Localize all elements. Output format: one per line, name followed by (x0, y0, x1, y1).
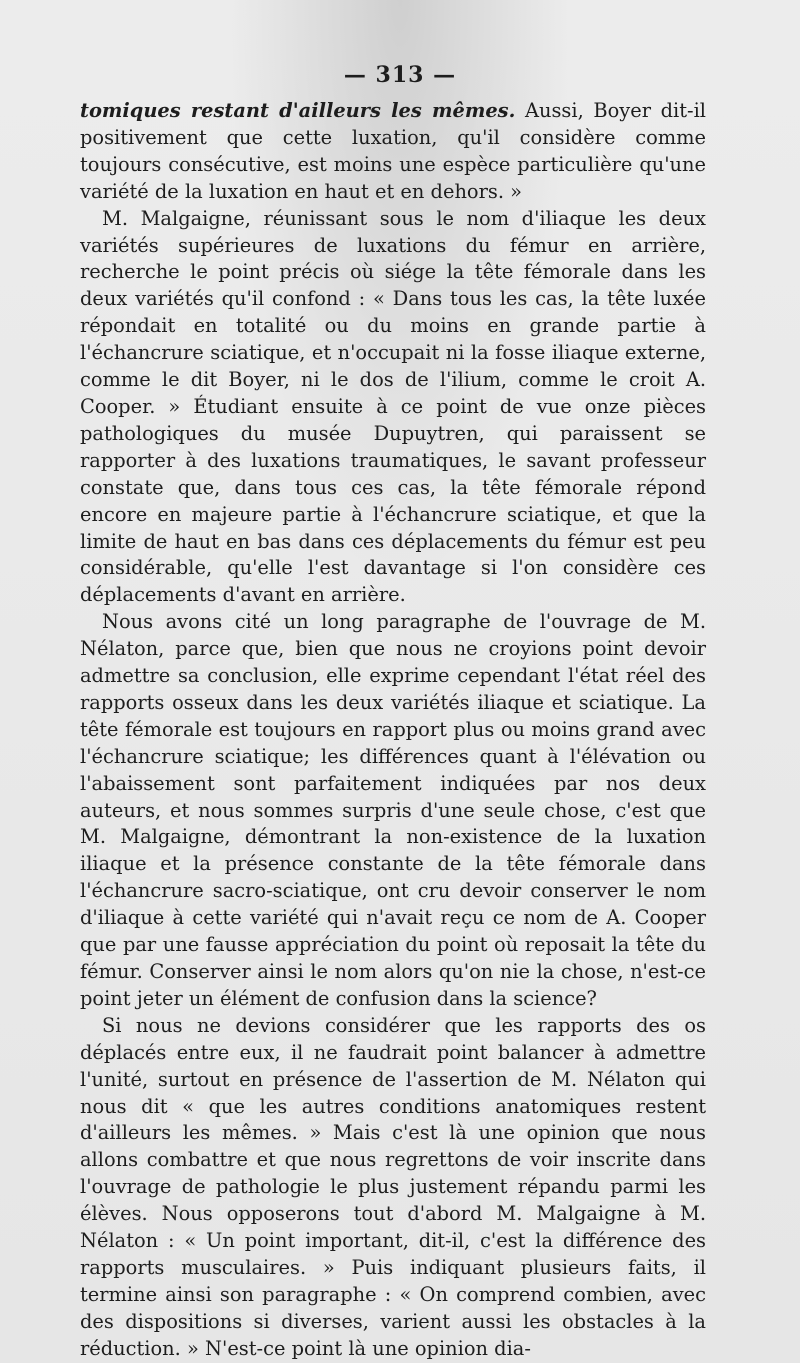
paragraph: Nous avons cité un long paragraphe de l'ouvrage de M. Nélaton, parce que, bien que nous ne croyions point devoir admettre sa conclusion, elle exprime cependant l'état réel des rapports osseux dans les deux variétés iliaque et sciatique. La tête fémorale est toujours en rapport plus ou moins grand avec l'échancrure sciatique; les différences quant à l'élévation ou l'abaissement sont parfaitement indiquées par nos deux auteurs, et nous sommes surpris d'une seule chose, c'est que M. Malgaigne, démontrant la non-existence de la luxation iliaque et la présence constante de la tête fémorale dans l'échancrure sacro-sciatique, ont cru devoir conserver le nom d'iliaque à cette variété qui n'avait reçu ce nom de A. Cooper que par une fausse appréciation du point où reposait la tête du fémur. Conserver ainsi le nom alors qu'on nie la chose, n'est-ce point jeter un élément de confusion dans la science? (80, 610, 706, 1010)
italic-lead: tomiques restant d'ailleurs les mêmes. (80, 99, 516, 122)
paragraph: M. Malgaigne, réunissant sous le nom d'iliaque les deux variétés supérieures de luxations du fémur en arrière, recherche le point précis où siége la tête fémorale dans les deux variétés qu'il confond : « Dans tous les cas, la tête luxée répondait en totalité ou du moins en grande partie à l'échancrure sciatique, et n'occupait ni la fosse iliaque externe, comme le dit Boyer, ni le dos de l'ilium, comme le croit A. Cooper. » Étudiant ensuite à ce point de vue onze pièces pathologiques du musée Dupuytren, qui paraissent se rapporter à des luxations traumatiques, le savant professeur constate que, dans tous ces cas, la tête fémorale répond encore en majeure partie à l'échancrure sciatique, et que la limite de haut en bas dans ces déplacements du fémur est peu considérable, qu'elle l'est davantage si l'on considère ces déplacements d'avant en arrière. (80, 206, 706, 607)
paragraph-continuation (80, 98, 706, 206)
paragraph-text: Aussi, Boyer dit-il positivement que cette luxation, qu'il considère comme toujours consécutive, est moins une espèce particulière qu'une variété de la luxation en haut et en dehors. » (80, 99, 706, 203)
body-text (80, 98, 706, 1363)
page-number: — 313 — (343, 62, 457, 88)
paragraph: Si nous ne devions considérer que les rapports des os déplacés entre eux, il ne faudrait point balancer à admettre l'unité, surtout en présence de l'assertion de M. Nélaton qui nous dit « que les autres conditions anatomiques restent d'ailleurs les mêmes. » Mais c'est là une opinion que nous allons combattre et que nous regrettons de voir inscrite dans l'ouvrage de pathologie le plus justement répandu parmi les élèves. Nous opposerons tout d'abord M. Malgaigne à M. Nélaton : « Un point important, dit-il, c'est la différence des rapports musculaires. » Puis indiquant plusieurs faits, il termine ainsi son paragraphe : « On comprend combien, avec des dispositions si diverses, varient aussi les obstacles à la réduction. » N'est-ce point là une opinion dia- (80, 1013, 706, 1360)
